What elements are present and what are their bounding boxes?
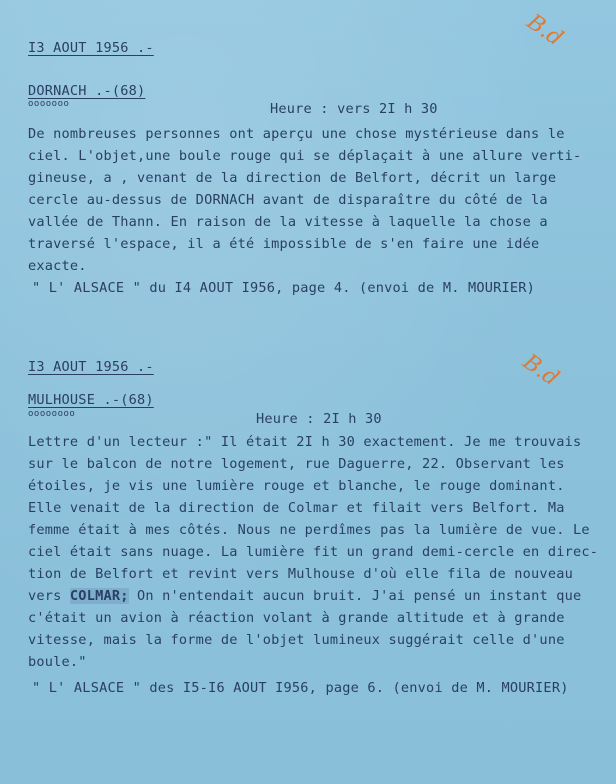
- entry-1-line-1: De nombreuses personnes ont aperçu une chose mystérieuse dans le: [28, 126, 565, 142]
- entry-2-annotation: B.d: [518, 349, 564, 392]
- entry-2-line-8-post: On n'entendait aucun bruit. J'ai pensé un instant que: [128, 588, 582, 604]
- entry-2-line-8-pre: vers: [28, 588, 70, 604]
- entry-2-line-1: Lettre d'un lecteur :" Il était 2I h 30 exactement. Je me trouvais: [28, 434, 582, 450]
- entry-1-line-2: ciel. L'objet,une boule rouge qui se déplaçait à une allure verti-: [28, 148, 582, 164]
- entry-1-line-5: vallée de Thann. En raison de la vitesse à laquelle la chose a: [28, 214, 548, 230]
- entry-1-place-dots: ooooooo: [28, 99, 70, 109]
- entry-1-line-3: gineuse, a , venant de la direction de Belfort, décrit un large: [28, 170, 557, 186]
- entry-2-line-2: sur le balcon de notre logement, rue Daguerre, 22. Observant les: [28, 456, 565, 472]
- entry-2-line-10: vitesse, mais la forme de l'objet lumineux suggérait celle d'une: [28, 632, 565, 648]
- entry-2-line-3: étoiles, je vis une lumière rouge et blanche, le rouge dominant.: [28, 478, 565, 494]
- entry-2-line-5: femme était à mes côtés. Nous ne perdîmes pas la lumière de vue. Le: [28, 522, 590, 538]
- entry-1-line-7: exacte.: [28, 258, 87, 274]
- entry-2-line-9: c'était un avion à réaction volant à grande altitude et à grande: [28, 610, 565, 626]
- entry-2-place-dots: oooooooo: [28, 409, 76, 419]
- entry-1-line-6: traversé l'espace, il a été impossible de s'en faire une idée: [28, 236, 540, 252]
- entry-2-place: MULHOUSE .-(68): [28, 392, 154, 408]
- entry-2-line-4: Elle venait de la direction de Colmar et filait vers Belfort. Ma: [28, 500, 565, 516]
- entry-2-heure: Heure : 2I h 30: [256, 411, 382, 427]
- entry-1-line-4: cercle au-dessus de DORNACH avant de disparaître du côté de la: [28, 192, 548, 208]
- entry-1-heure: Heure : vers 2I h 30: [270, 101, 438, 117]
- entry-2-line-11: boule.": [28, 654, 87, 670]
- entry-2-line-8: [28, 588, 581, 605]
- entry-2-line-6: ciel était sans nuage. La lumière fit un grand demi-cercle en direc-: [28, 544, 599, 560]
- entry-2-date: I3 AOUT 1956 .-: [28, 359, 154, 375]
- entry-2-source: " L' ALSACE " des I5-I6 AOUT I956, page 6. (envoi de M. MOURIER): [32, 680, 569, 696]
- colmar-highlight: COLMAR;: [69, 588, 129, 604]
- entry-1-date: I3 AOUT 1956 .-: [28, 40, 154, 56]
- entry-1-source: " L' ALSACE " du I4 AOUT I956, page 4. (envoi de M. MOURIER): [32, 280, 536, 296]
- entry-1-annotation: B.d: [522, 9, 568, 52]
- entry-2-line-7: tion de Belfort et revint vers Mulhouse d'où elle fila de nouveau: [28, 566, 573, 582]
- entry-1-place: DORNACH .-(68): [28, 83, 146, 99]
